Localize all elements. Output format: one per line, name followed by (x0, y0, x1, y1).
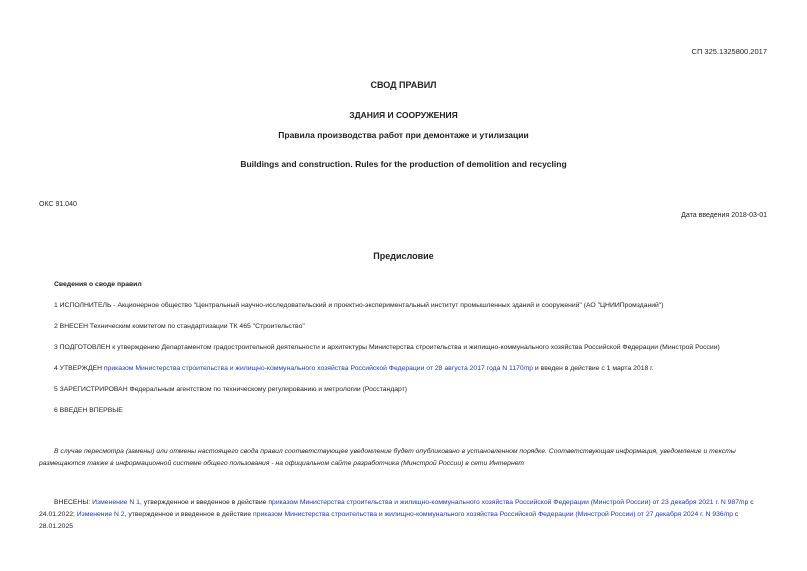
item-approved (54, 365, 654, 372)
revision-note: В случае пересмотра (замены) или отмены настоящего свода правил соответствующее уведомление будет опубликовано в установленном порядке. Соответствующая информация, уведомление и тексты размещаются также в информационной системе общего пользования - на официальном сайте разработчика (Минстрой России) в сети Интернет (39, 448, 736, 467)
document-title: СВОД ПРАВИЛ (370, 80, 437, 90)
changes-text-3: , утвержденное и введенное в действие (124, 511, 254, 518)
change-1-link[interactable]: Изменение N 1 (92, 499, 140, 506)
info-heading: Сведения о своде правил (54, 281, 142, 288)
item-submitted: 2 ВНЕСЕН Техническим комитетом по стандартизации ТК 465 "Строительство" (54, 323, 305, 330)
item-prepared: 3 ПОДГОТОВЛЕН к утверждению Департаментом градостроительной деятельности и архитектуры Министерства строительства и жилищно-коммунального хозяйства Российской Федерации (Минстрой России) (54, 344, 720, 351)
document-title-english: Buildings and construction. Rules for the production of demolition and recycling (240, 159, 567, 169)
item-approved-suffix: и введен в действие с 1 марта 2018 г. (533, 365, 654, 372)
changes-text-4: с 28.01.2025 (39, 511, 739, 530)
approval-order-link[interactable]: приказом Министерства строительства и жилищно-коммунального хозяйства Российской Федерации от 28 августа 2017 года N 1170/пр (103, 365, 534, 372)
document-subtitle-2: Правила производства работ при демонтаже и утилизации (278, 130, 529, 140)
change-2-link[interactable]: Изменение N 2 (76, 511, 125, 518)
document-code: СП 325.1325800.2017 (691, 47, 767, 56)
item-first-introduced: 6 ВВЕДЕН ВПЕРВЫЕ (54, 407, 123, 414)
oks-code: ОКС 91.040 (39, 201, 77, 208)
item-executor: 1 ИСПОЛНИТЕЛЬ - Акционерное общество "Центральный научно-исследовательский и проектно-экспериментальный институт промышленных зданий и сооружений" (АО "ЦНИИПромзданий") (54, 302, 664, 309)
order-2-link[interactable]: приказом Министерства строительства и жилищно-коммунального хозяйства Российской Федерации (Минстрой России) от 27 декабря 2024 г. N 936/пр (253, 511, 734, 518)
changes-text-1: , утвержденное и введенное в действие (139, 499, 269, 506)
introduction-date: Дата введения 2018-03-01 (681, 212, 767, 219)
changes-text-2: с 24.01.2022; (39, 499, 754, 518)
item-registered: 5 ЗАРЕГИСТРИРОВАН Федеральным агентством по техническому регулированию и метрологии (Росстандарт) (54, 386, 408, 393)
changes-prefix: ВНЕСЕНЫ: (54, 499, 93, 506)
order-1-link[interactable]: приказом Министерства строительства и жилищно-коммунального хозяйства Российской Федерации (Минстрой России) от 23 декабря 2021 г. N 987/пр (268, 499, 749, 506)
document-subtitle: ЗДАНИЯ И СООРУЖЕНИЯ (349, 110, 458, 120)
item-approved-prefix: 4 УТВЕРЖДЕН (54, 365, 104, 372)
preface-heading: Предисловие (373, 251, 434, 261)
changes-note (39, 497, 770, 533)
